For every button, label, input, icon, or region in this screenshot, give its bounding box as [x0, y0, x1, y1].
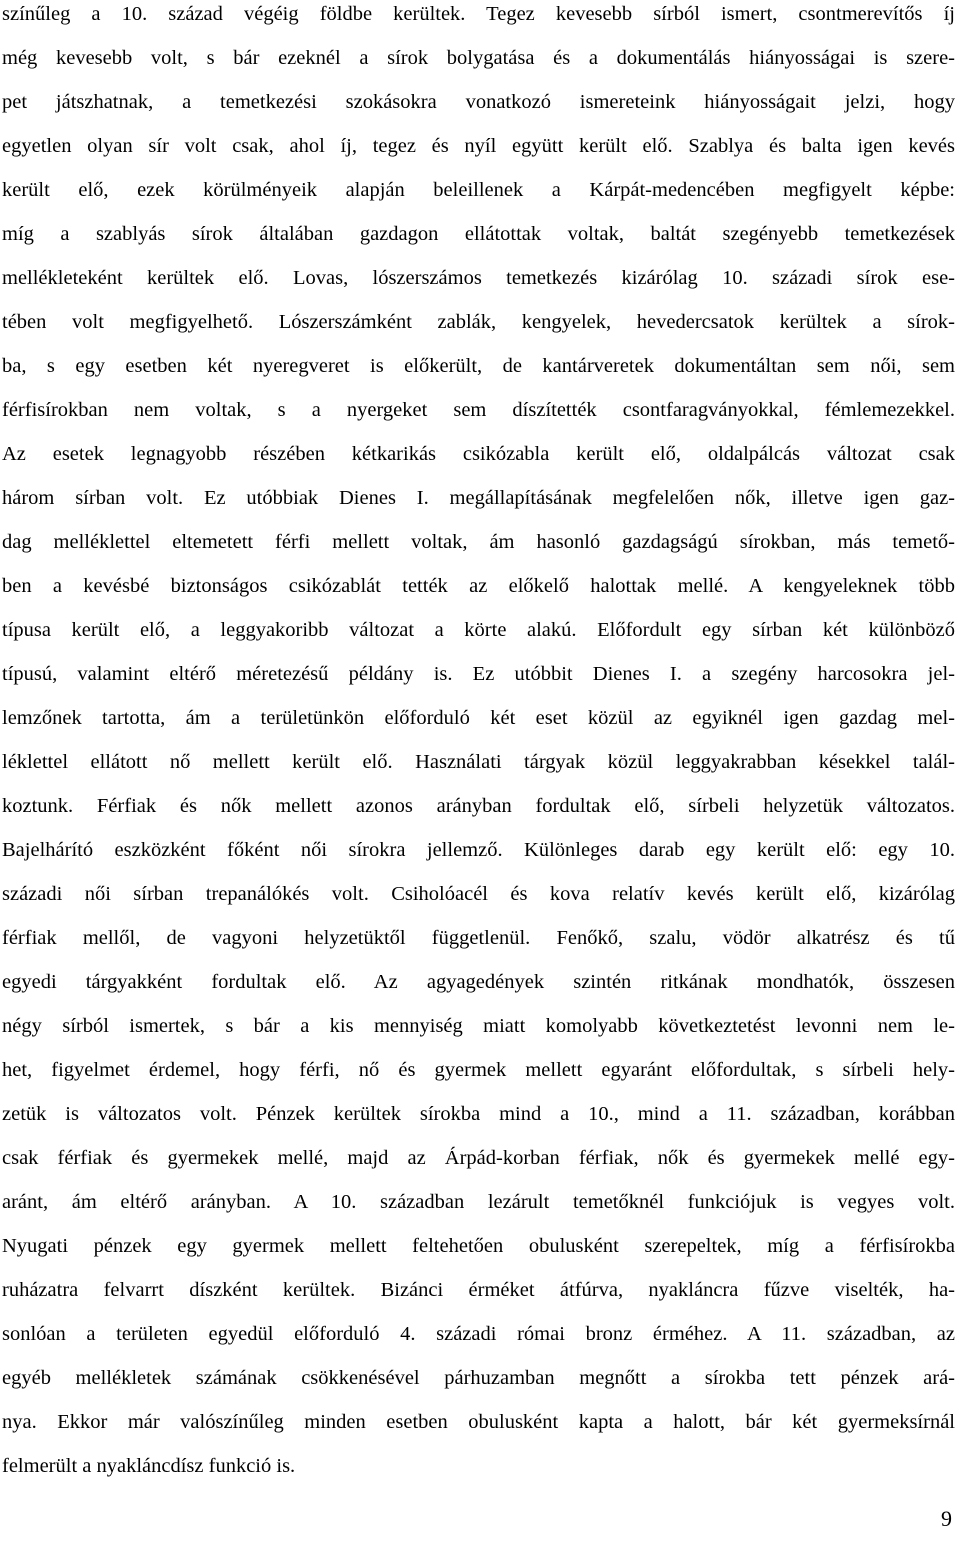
text-line: ba, s egy esetben két nyeregveret is előkerült, de kantárveretek dokumentáltan sem női, sem	[2, 355, 955, 377]
text-line: tében volt megfigyelhető. Lószerszámként zablák, kengyelek, hevedercsatok kerültek a sírok-	[2, 311, 955, 333]
text-line: Az esetek legnagyobb részében kétkarikás csikózabla került elő, oldalpálcás változat csak	[2, 443, 955, 465]
text-line: Bajelhárító eszközként főként női sírokra jellemző. Különleges darab egy került elő: egy 10.	[2, 839, 955, 861]
text-line: egyéb mellékletek számának csökkenésével párhuzamban megnőtt a sírokba tett pénzek ará-	[2, 1367, 955, 1389]
text-line: férfiak mellől, de vagyoni helyzetüktől függetlenül. Fenőkő, szalu, vödör alkatrész és tű	[2, 927, 955, 949]
text-line: típusú, valamint eltérő méretezésű példány is. Ez utóbbit Dienes I. a szegény harcosokra jel-	[2, 663, 955, 685]
text-line: míg a szablyás sírok általában gazdagon ellátottak voltak, baltát szegényebb temetkezések	[2, 223, 955, 245]
text-line: típusa került elő, a leggyakoribb változat a körte alakú. Előfordult egy sírban két különböző	[2, 619, 955, 641]
text-line: pet játszhatnak, a temetkezési szokásokra vonatkozó ismereteink hiányosságait jelzi, hogy	[2, 91, 955, 113]
text-line: aránt, ám eltérő arányban. A 10. században lezárult temetőknél funkciójuk is vegyes volt.	[2, 1191, 955, 1213]
text-line: léklettel ellátott nő mellett került elő. Használati tárgyak közül leggyakrabban késekkel talál-	[2, 751, 955, 773]
text-line: sonlóan a területen egyedül előforduló 4. századi római bronz érméhez. A 11. században, az	[2, 1323, 955, 1345]
text-line: még kevesebb volt, s bár ezeknél a sírok bolygatása és a dokumentálás hiányosságai is szere-	[2, 47, 955, 69]
text-line: koztunk. Férfiak és nők mellett azonos arányban fordultak elő, sírbeli helyzetük változatos.	[2, 795, 955, 817]
text-line: egyetlen olyan sír volt csak, ahol íj, tegez és nyíl együtt került elő. Szablya és balta igen kevés	[2, 135, 955, 157]
text-line: het, figyelmet érdemel, hogy férfi, nő és gyermek mellett egyaránt előfordultak, s sírbeli hely-	[2, 1059, 955, 1081]
text-line: férfisírokban nem voltak, s a nyergeket sem díszítették csontfaragványokkal, fémlemezekkel.	[2, 399, 955, 421]
text-line: egyedi tárgyakként fordultak elő. Az agyagedények szintén ritkának mondhatók, összesen	[2, 971, 955, 993]
text-line: Nyugati pénzek egy gyermek mellett feltehetően obulusként szerepeltek, míg a férfisírokba	[2, 1235, 955, 1257]
text-line: csak férfiak és gyermekek mellé, majd az Árpád-korban férfiak, nők és gyermekek mellé egy-	[2, 1147, 955, 1169]
text-line: zetük is változatos volt. Pénzek kerültek sírokba mind a 10., mind a 11. században, korábban	[2, 1103, 955, 1125]
text-line: dag melléklettel eltemetett férfi mellett voltak, ám hasonló gazdagságú sírokban, más temető-	[2, 531, 955, 553]
text-line: századi női sírban trepanálókés volt. Csiholóacél és kova relatív kevés került elő, kizárólag	[2, 883, 955, 905]
text-line: három sírban volt. Ez utóbbiak Dienes I. megállapításának megfelelően nők, illetve igen gaz-	[2, 487, 955, 509]
page-number: 9	[941, 1506, 952, 1531]
text-line: lemzőnek tartotta, ám a területünkön előforduló két eset közül az egyiknél igen gazdag mel-	[2, 707, 955, 729]
text-line: színűleg a 10. század végéig földbe kerültek. Tegez kevesebb sírból ismert, csontmerevítős íj	[2, 3, 955, 25]
text-line: került elő, ezek körülményeik alapján beleillenek a Kárpát-medencében megfigyelt képbe:	[2, 179, 955, 201]
text-line: négy sírból ismertek, s bár a kis mennyiség miatt komolyabb következtetést levonni nem le-	[2, 1015, 955, 1037]
text-line: felmerült a nyakláncdísz funkció is.	[2, 1455, 296, 1477]
text-line: mellékleteként kerültek elő. Lovas, lószerszámos temetkezés kizárólag 10. századi sírok ese-	[2, 267, 955, 289]
text-line: nya. Ekkor már valószínűleg minden esetben obulusként kapta a halott, bár két gyermeksírnál	[2, 1411, 955, 1433]
text-line: ruházatra felvarrt díszként kerültek. Bizánci érméket átfúrva, nyakláncra fűzve viselték, ha-	[2, 1279, 955, 1301]
text-line: ben a kevésbé biztonságos csikózablát tették az előkelő halottak mellé. A kengyeleknek több	[2, 575, 955, 597]
